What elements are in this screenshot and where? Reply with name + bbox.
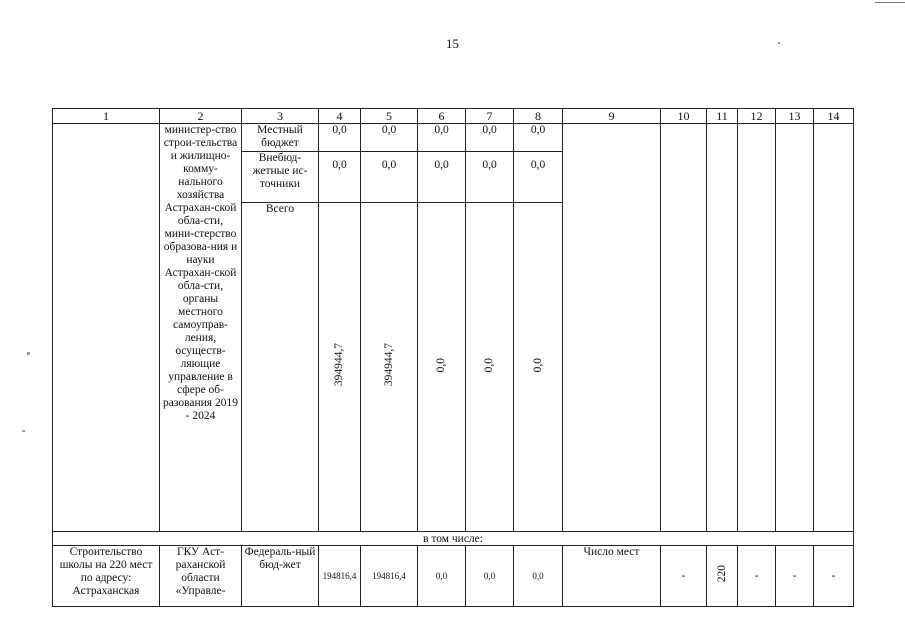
- empty-cell: [738, 124, 776, 532]
- top-rule: [875, 2, 905, 3]
- table-row: [53, 124, 854, 152]
- executor-cell: министер-ство строи-тельства и жилищно-комму-нального хозяйства Астрахан-ской обла-сти, мини-стерство образова-ния и науки Астрахан-ской обла-сти, органы местного самоуправ-ления, осуществ-ляющие управление в сфере об-разования 2019 - 2024: [160, 124, 242, 532]
- name-cell: [53, 124, 160, 532]
- vertical-value: 0,0: [483, 357, 495, 373]
- value-cell: -: [661, 546, 707, 607]
- value-cell: [707, 546, 738, 607]
- source-cell: Всего: [242, 203, 319, 532]
- executor-cell: ГКУ Аст-раханской области «Управле-: [160, 546, 242, 607]
- value-cell: [466, 203, 514, 532]
- vertical-value: 0,0: [531, 357, 544, 373]
- header-cell: 12: [738, 109, 776, 124]
- vertical-value: 394944,7: [333, 343, 345, 387]
- source-cell: Местный бюджет: [242, 124, 319, 152]
- header-cell: 6: [418, 109, 466, 124]
- scan-speck: [27, 352, 30, 355]
- header-cell: 14: [814, 109, 854, 124]
- scan-speck: [22, 430, 25, 432]
- header-cell: 9: [563, 109, 661, 124]
- value-cell: -: [814, 546, 854, 607]
- value-cell: [514, 203, 563, 532]
- header-cell: 1: [53, 109, 160, 124]
- header-cell: 11: [707, 109, 738, 124]
- vertical-value: 394944,7: [382, 343, 395, 387]
- source-cell: Федераль-ный бюд-жет: [242, 546, 319, 607]
- indicator-cell: [563, 124, 661, 532]
- empty-cell: [814, 124, 854, 532]
- name-cell: Строительство школы на 220 мест по адресу: Астраханская: [53, 546, 160, 607]
- value-cell: -: [776, 546, 814, 607]
- header-cell: 2: [160, 109, 242, 124]
- value-cell: 0,0: [514, 152, 563, 203]
- value-cell: [418, 203, 466, 532]
- subheader-cell: в том числе:: [53, 532, 854, 546]
- source-cell: Внебюд-жетные ис-точники: [242, 152, 319, 203]
- empty-cell: [776, 124, 814, 532]
- empty-cell: [661, 124, 707, 532]
- indicator-cell: Число мест: [563, 546, 661, 607]
- header-row: [53, 109, 854, 124]
- value-cell: 0,0: [418, 152, 466, 203]
- value-cell: 0,0: [466, 546, 514, 607]
- value-cell: [319, 203, 361, 532]
- value-cell: 0,0: [319, 124, 361, 152]
- header-cell: 13: [776, 109, 814, 124]
- value-cell: [361, 203, 418, 532]
- header-cell: 7: [466, 109, 514, 124]
- value-cell: 0,0: [418, 546, 466, 607]
- value-cell: 0,0: [514, 124, 563, 152]
- header-cell: 4: [319, 109, 361, 124]
- value-cell: 194816,4: [361, 546, 418, 607]
- value-cell: 194816,4: [319, 546, 361, 607]
- value-cell: 0,0: [361, 124, 418, 152]
- value-cell: 0,0: [319, 152, 361, 203]
- subheader-row: [53, 532, 854, 546]
- program-table: [52, 108, 854, 607]
- header-cell: 8: [514, 109, 563, 124]
- value-cell: 0,0: [466, 124, 514, 152]
- value-cell: 0,0: [418, 124, 466, 152]
- value-cell: 0,0: [361, 152, 418, 203]
- header-cell: 3: [242, 109, 319, 124]
- value-cell: -: [738, 546, 776, 607]
- page-number: 15: [446, 36, 459, 51]
- vertical-value: 220: [715, 565, 728, 583]
- table-row: [53, 546, 854, 607]
- value-cell: 0,0: [514, 546, 563, 607]
- empty-cell: [707, 124, 738, 532]
- vertical-value: 0,0: [435, 357, 447, 373]
- value-cell: 0,0: [466, 152, 514, 203]
- header-cell: 10: [661, 109, 707, 124]
- header-cell: 5: [361, 109, 418, 124]
